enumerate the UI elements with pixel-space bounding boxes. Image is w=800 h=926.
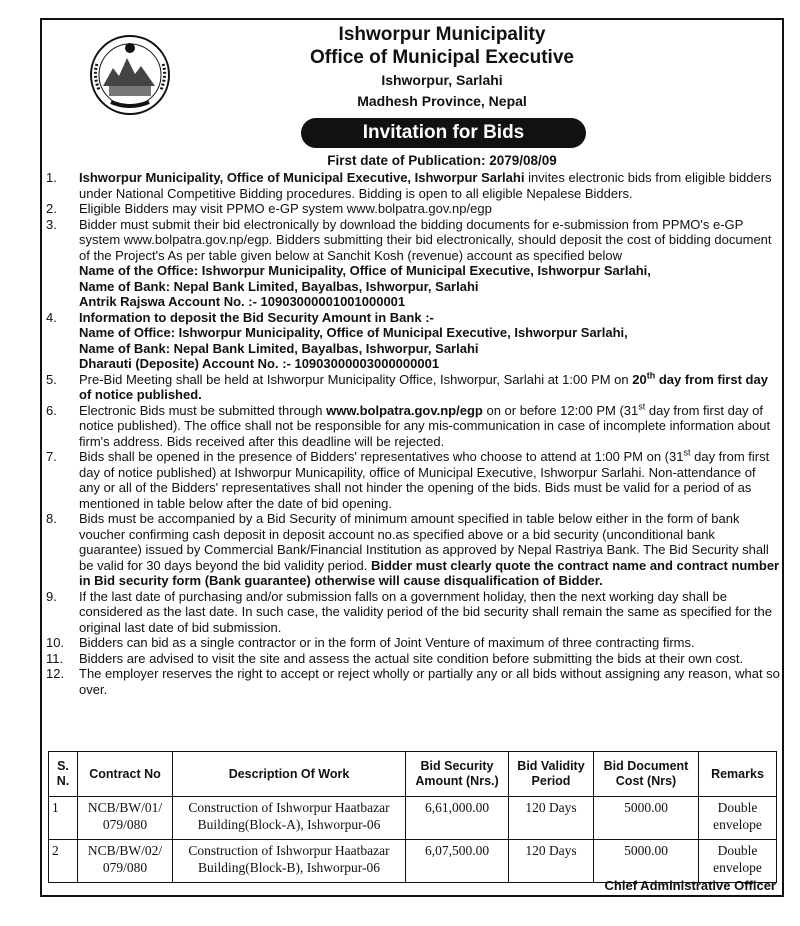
signatory-title: Chief Administrative Officer	[604, 878, 776, 893]
office-province: Madhesh Province, Nepal	[357, 93, 527, 109]
publication-date: First date of Publication: 2079/08/09	[327, 153, 557, 168]
notice-frame	[40, 18, 784, 897]
clause-6: 6. Electronic Bids must be submitted through www.bolpatra.gov.np/egp on or before 12:00 PM (31st day from first day of notice published). The office shall not be responsible for any mis-communication in case of incomplete information about firm's address. Bids received after this deadline will be rejected.	[46, 401, 771, 449]
notice-clauses	[46, 170, 780, 697]
clause-4: 4. Information to deposit the Bid Security Amount in Bank :- Name of Office: Ishworpur Municipality, Office of Municipal Executive, Ishworpur Sarlahi, Name of Bank: Nepal Bank Limited, Bayalbas, Ishworpur, Sarlahi Dharauti (Deposite) Account No. :- 10903000003000000001	[46, 309, 628, 371]
clause-9: 9. If the last date of purchasing and/or submission falls on a government holiday, then the next working day shall be considered as the last date. In such case, the validity period of the bid security shall remain the same as specified for the original last date of bid submission.	[46, 588, 772, 635]
clause-12: 12. The employer reserves the right to accept or reject wholly or partially any or all bids without assigning any reason, what so over.	[46, 666, 780, 697]
col-description: Description Of Work	[173, 752, 406, 797]
clause-8: 8. Bids must be accompanied by a Bid Security of minimum amount specified in table below either in the form of bank voucher confirming cash deposit in deposit account no.as specified above or a bid security (unconditional bank guarantee) issued by Commercial Bank/Financial Institution as approved by Nepal Rastriya Bank. The Bid Security shall be valid for 30 days beyond the bid validity period. Bidder must clearly quote the contract name and contract number in Bid security form (Bank guarantee) otherwise will cause disqualification of Bidder.	[46, 511, 780, 588]
table-row: 1 NCB/BW/01/ 079/080 Construction of Ishworpur Haatbazar Building(Block-A), Ishworpur-06 6,61,000.00 120 Days 5000.00 Double envelope	[49, 797, 777, 840]
municipality-name: Ishworpur Municipality	[338, 24, 546, 45]
clause-3: 3. Bidder must submit their bid electronically by download the bidding documents for e-submission from PPMO's e-GP system www.bolpatra.gov.np/egp. Bidders submitting their bid electronically, should deposit the cost of bidding document of the Project's As per table given below at Sanchit Kosh (revenue) account as specified below Name of the Office: Ishworpur Municipality, Office of Municipal Executive, Ishworpur Sarlahi, Name of Bank: Nepal Bank Limited, Bayalbas, Ishworpur, Sarlahi Antrik Rajswa Account No. :- 10903000001001000001	[46, 216, 772, 309]
clause-5: 5. Pre-Bid Meeting shall be held at Ishworpur Municipality Office, Ishworpur, Sarlahi at 1:00 PM on 20th day from first day of notice published.	[46, 370, 768, 402]
col-sn: S. N.	[49, 752, 78, 797]
clause-2: 2. Eligible Bidders may visit PPMO e-GP system www.bolpatra.gov.np/egp	[46, 201, 492, 216]
office-name: Office of Municipal Executive	[310, 47, 574, 68]
clause-7: 7. Bids shall be opened in the presence of Bidders' representatives who choose to attend at 1:00 PM on (31st day from first day of notice published) at Ishworpur Municapility, office of Municipal Executive, Ishworpur Sarlahi. Non-attendance of any or all of the Bidders' representatives shall not hinder the opening of the bids. Bids must be valid for a period of as mentioned in table below after the date of bid opening.	[46, 447, 770, 511]
bid-table	[48, 751, 777, 883]
col-bid-validity: Bid Validity Period	[509, 752, 594, 797]
col-bid-security: Bid Security Amount (Nrs.)	[406, 752, 509, 797]
table-row: 2 NCB/BW/02/ 079/080 Construction of Ishworpur Haatbazar Building(Block-B), Ishworpur-06 6,07,500.00 120 Days 5000.00 Double envelope	[49, 840, 777, 883]
notice-title-banner: Invitation for Bids	[301, 118, 586, 148]
col-remarks: Remarks	[699, 752, 777, 797]
col-contract-no: Contract No	[78, 752, 173, 797]
nepal-government-emblem-icon	[89, 34, 171, 116]
table-header-row	[49, 752, 777, 797]
col-document-cost: Bid Document Cost (Nrs)	[594, 752, 699, 797]
clause-1: 1. Ishworpur Municipality, Office of Municipal Executive, Ishworpur Sarlahi invites electronic bids from eligible bidders under National Competitive Bidding procedures. Bidding is open to all eligible Nepalese Bidders.	[46, 170, 772, 201]
clause-11: 11. Bidders are advised to visit the site and assess the actual site condition before submitting the bids at their own cost.	[46, 650, 744, 666]
office-location: Ishworpur, Sarlahi	[381, 72, 503, 88]
clause-10: 10. Bidders can bid as a single contractor or in the form of Joint Venture of maximum of three contracting firms.	[46, 635, 695, 650]
